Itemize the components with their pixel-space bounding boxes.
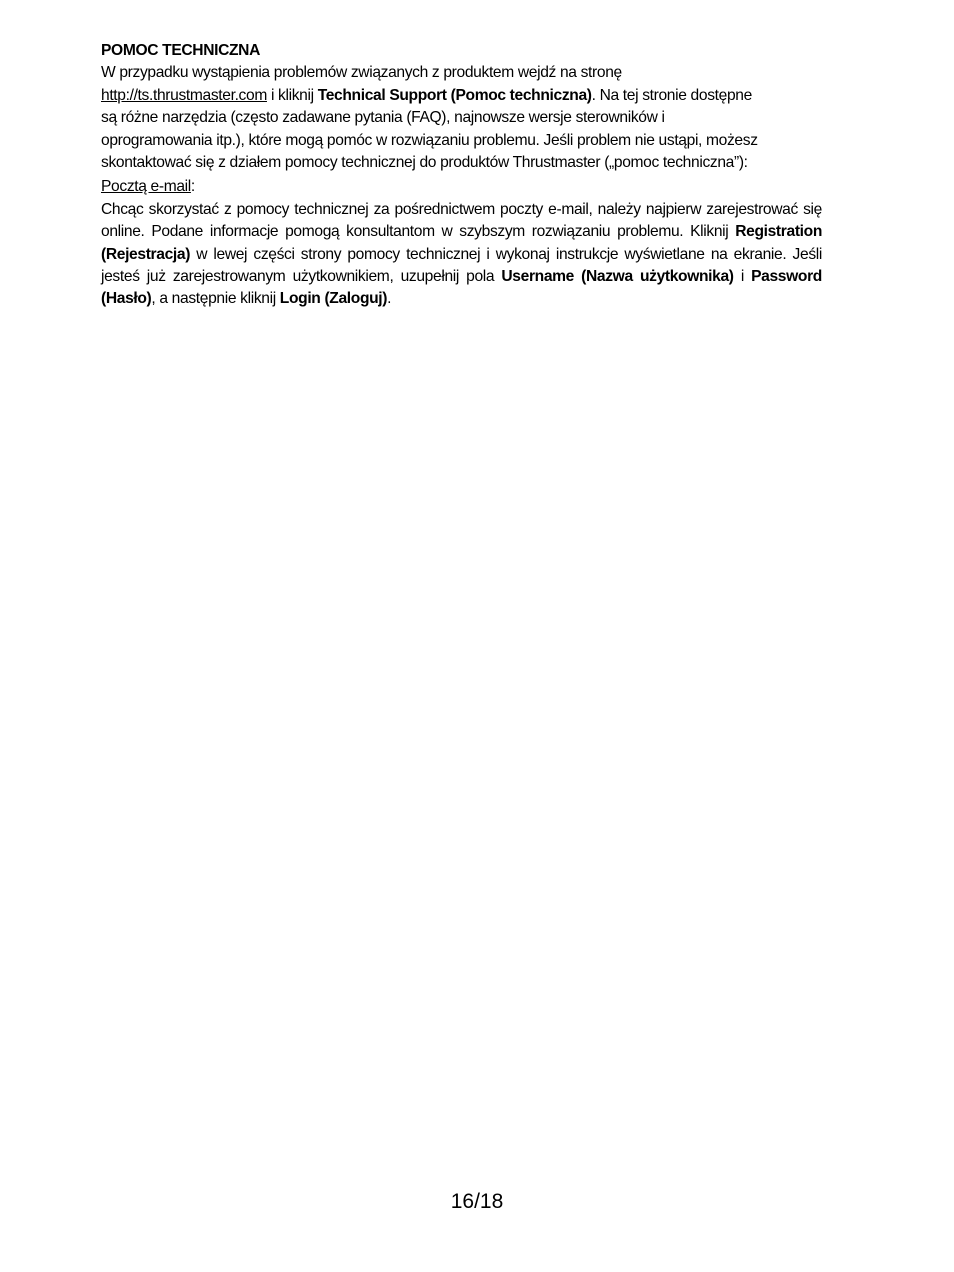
login-label: Login (Zaloguj) — [279, 290, 388, 308]
intro-text-3: . Na tej stronie dostępne — [591, 86, 752, 104]
technical-support-label: Technical Support (Pomoc techniczna) — [317, 86, 592, 104]
support-link[interactable]: http://ts.thrustmaster.com — [101, 86, 267, 104]
intro-line-4: oprogramowania itp.), które mogą pomóc w rozwiązaniu problemu. Jeśli problem nie ustąpi, możesz — [101, 131, 758, 149]
intro-text-2: i kliknij — [266, 86, 318, 104]
email-text-4: , a następnie kliknij — [151, 290, 280, 308]
email-colon: : — [190, 178, 195, 196]
intro-paragraph — [101, 62, 822, 174]
username-label: Username (Nazwa użytkownika) — [501, 268, 734, 286]
intro-line-5: skontaktować się z działem pomocy technicznej do produktów Thrustmaster („pomoc techniczna”): — [101, 154, 748, 172]
email-text-1: Chcąc skorzystać z pomocy technicznej za pośrednictwem poczty e-mail, należy najpierw zarejestrować się online. Podane informacje pomogą konsultantom w szybszym rozwiązaniu problemu. Kliknij — [101, 200, 822, 241]
email-paragraph — [101, 199, 822, 311]
registration-label: Registration (Rejestracja) — [101, 223, 822, 263]
email-subheading — [101, 176, 822, 198]
section-heading: POMOC TECHNICZNA — [101, 42, 260, 59]
email-text-3: i — [733, 268, 752, 286]
intro-line-1: W przypadku wystąpienia problemów związanych z produktem wejdź na stronę — [101, 64, 622, 82]
email-label: Pocztą e-mail — [101, 178, 191, 196]
email-text-5: . — [387, 290, 392, 308]
password-label: Password (Hasło) — [101, 268, 822, 308]
document-page — [101, 40, 822, 311]
intro-line-3: są różne narzędzia (często zadawane pytania (FAQ), najnowsze wersje sterowników i — [101, 109, 665, 127]
email-text-2: w lewej części strony pomocy technicznej i wykonaj instrukcje wyświetlane na ekranie. Jeśli jesteś już zarejestrowanym użytkownikiem, uzupełnij pola — [101, 245, 822, 286]
page-number: 16/18 — [450, 1190, 504, 1213]
